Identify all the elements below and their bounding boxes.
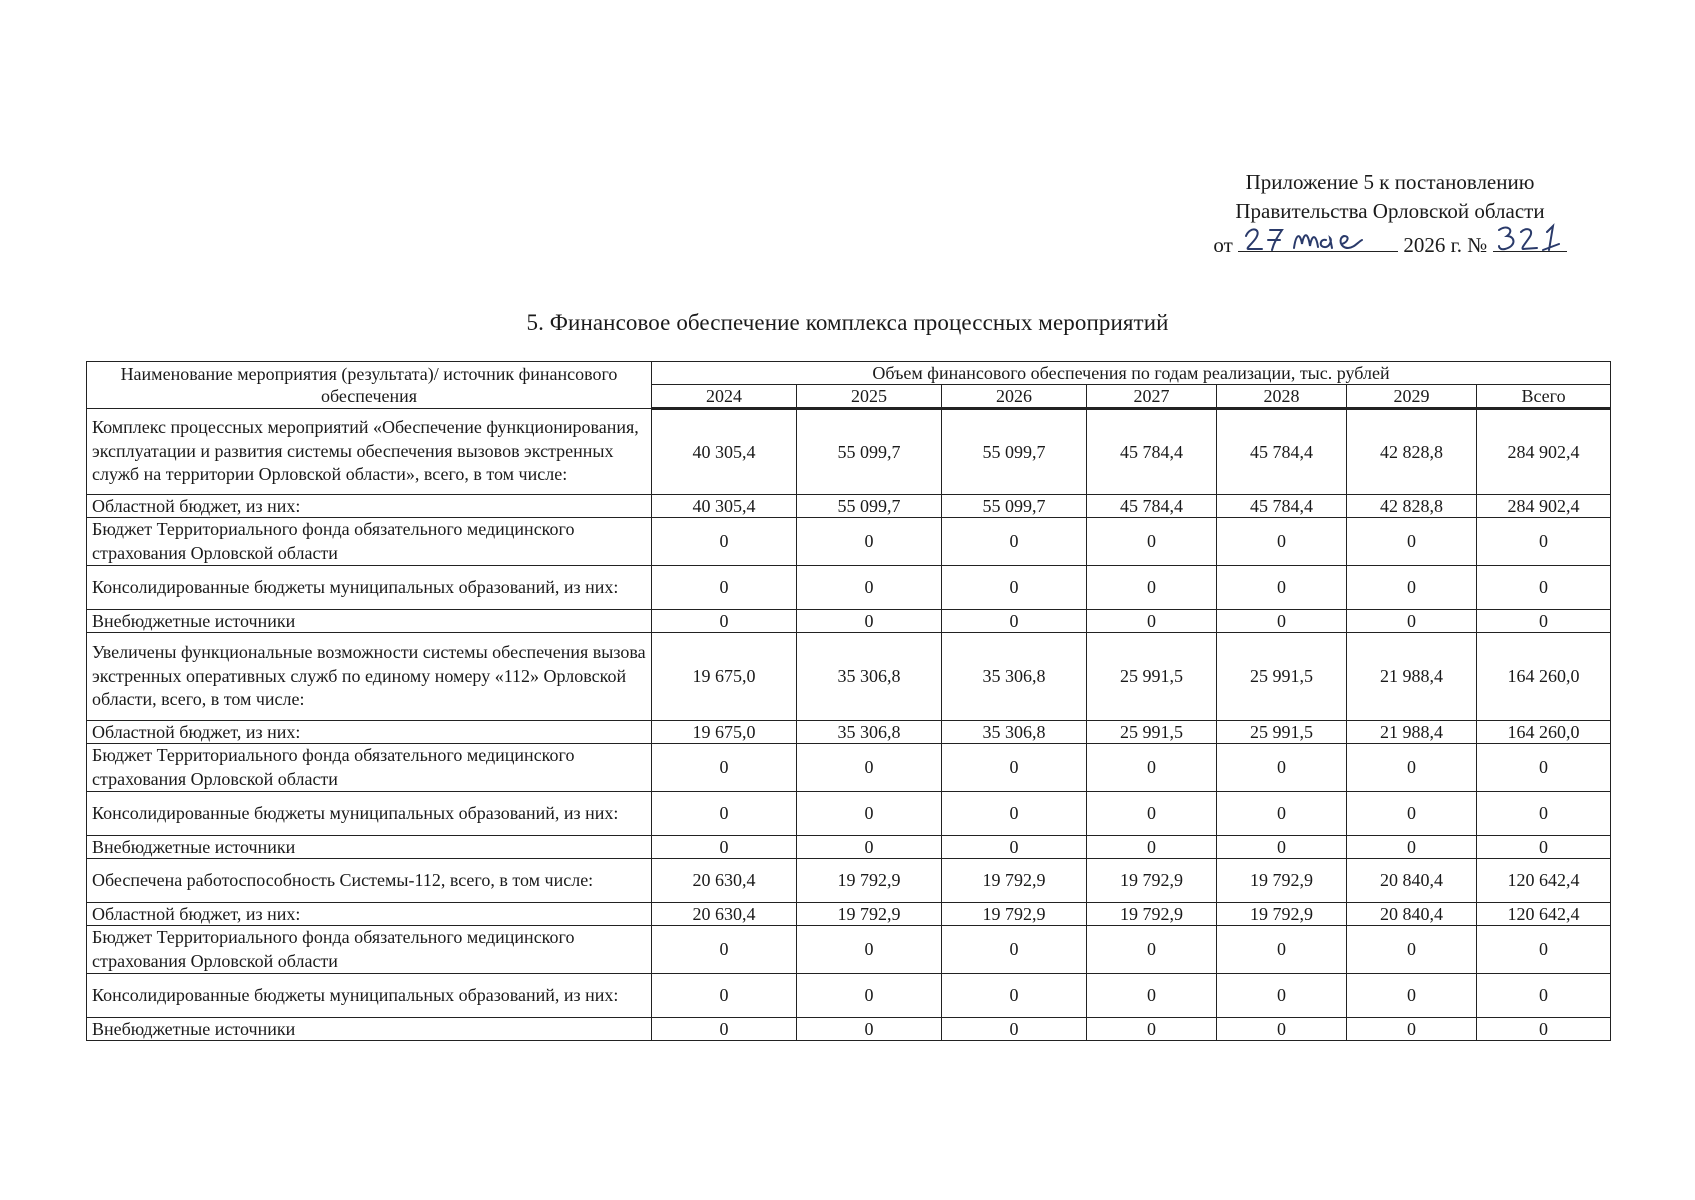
value-cell: 0 <box>942 792 1087 836</box>
year-column-header: 2024 <box>652 385 797 409</box>
row-name-cell: Бюджет Территориального фонда обязательного медицинского страхования Орловской области <box>87 744 652 792</box>
value-cell: 0 <box>1217 836 1347 859</box>
value-cell: 0 <box>1347 926 1477 974</box>
value-cell: 0 <box>797 836 942 859</box>
table-row <box>87 974 1611 1018</box>
handwritten-number <box>1493 226 1567 252</box>
value-cell: 0 <box>1087 974 1217 1018</box>
value-cell: 35 306,8 <box>942 721 1087 744</box>
table-row <box>87 409 1611 495</box>
value-cell: 0 <box>1477 610 1611 633</box>
value-cell: 0 <box>652 566 797 610</box>
value-cell: 0 <box>797 518 942 566</box>
value-cell: 55 099,7 <box>942 409 1087 495</box>
value-cell: 0 <box>797 1018 942 1041</box>
year-column-header: 2026 <box>942 385 1087 409</box>
value-cell: 55 099,7 <box>797 495 942 518</box>
table-row <box>87 566 1611 610</box>
value-cell: 21 988,4 <box>1347 721 1477 744</box>
value-cell: 0 <box>942 566 1087 610</box>
value-cell: 45 784,4 <box>1087 495 1217 518</box>
value-cell: 21 988,4 <box>1347 633 1477 721</box>
value-cell: 40 305,4 <box>652 409 797 495</box>
appendix-line-2: Правительства Орловской области <box>1235 199 1545 223</box>
table-body <box>87 409 1611 1041</box>
value-cell: 0 <box>942 518 1087 566</box>
row-name-cell: Областной бюджет, из них: <box>87 721 652 744</box>
value-cell: 40 305,4 <box>652 495 797 518</box>
value-cell: 0 <box>797 610 942 633</box>
value-cell: 25 991,5 <box>1087 721 1217 744</box>
value-cell: 0 <box>1217 974 1347 1018</box>
value-cell: 35 306,8 <box>942 633 1087 721</box>
table-row <box>87 792 1611 836</box>
value-cell: 0 <box>797 792 942 836</box>
row-name-cell: Областной бюджет, из них: <box>87 903 652 926</box>
table-row <box>87 633 1611 721</box>
value-cell: 0 <box>797 926 942 974</box>
row-name-cell: Консолидированные бюджеты муниципальных образований, из них: <box>87 792 652 836</box>
section-title: 5. Финансовое обеспечение комплекса процессных мероприятий <box>526 310 1169 335</box>
date-prefix: от <box>1213 233 1233 257</box>
year-column-header: 2029 <box>1347 385 1477 409</box>
value-cell: 45 784,4 <box>1087 409 1217 495</box>
value-cell: 0 <box>652 744 797 792</box>
value-cell: 0 <box>1087 610 1217 633</box>
value-cell: 42 828,8 <box>1347 495 1477 518</box>
table-row <box>87 859 1611 903</box>
value-cell: 19 792,9 <box>1217 903 1347 926</box>
value-cell: 0 <box>1477 926 1611 974</box>
value-cell: 0 <box>942 744 1087 792</box>
value-cell: 0 <box>1217 744 1347 792</box>
value-cell: 0 <box>1087 926 1217 974</box>
table-row <box>87 721 1611 744</box>
value-cell: 0 <box>1347 518 1477 566</box>
row-name-cell: Консолидированные бюджеты муниципальных образований, из них: <box>87 566 652 610</box>
value-cell: 0 <box>1087 566 1217 610</box>
value-cell: 19 675,0 <box>652 721 797 744</box>
value-cell: 0 <box>1087 792 1217 836</box>
row-name-cell: Внебюджетные источники <box>87 610 652 633</box>
row-name-cell: Бюджет Территориального фонда обязательного медицинского страхования Орловской области <box>87 518 652 566</box>
value-cell: 0 <box>1217 926 1347 974</box>
value-cell: 0 <box>1087 518 1217 566</box>
value-cell: 0 <box>942 836 1087 859</box>
value-cell: 20 840,4 <box>1347 903 1477 926</box>
value-cell: 0 <box>1477 974 1611 1018</box>
appendix-date-line <box>1180 226 1600 260</box>
value-cell: 20 630,4 <box>652 859 797 903</box>
value-cell: 25 991,5 <box>1217 721 1347 744</box>
year-column-header: 2028 <box>1217 385 1347 409</box>
value-cell: 0 <box>1347 792 1477 836</box>
value-cell: 0 <box>1217 518 1347 566</box>
value-cell: 0 <box>652 610 797 633</box>
value-cell: 0 <box>652 974 797 1018</box>
value-cell: 0 <box>797 974 942 1018</box>
value-cell: 0 <box>942 610 1087 633</box>
value-cell: 0 <box>942 1018 1087 1041</box>
value-cell: 45 784,4 <box>1217 495 1347 518</box>
year-and-number-label: 2026 г. № <box>1403 233 1488 257</box>
value-cell: 0 <box>1347 1018 1477 1041</box>
row-name-cell: Консолидированные бюджеты муниципальных образований, из них: <box>87 974 652 1018</box>
value-cell: 25 991,5 <box>1087 633 1217 721</box>
row-name-cell: Увеличены функциональные возможности системы обеспечения вызова экстренных оперативных служб по единому номеру «112» Орловской области, всего, в том числе: <box>87 633 652 721</box>
table-row <box>87 836 1611 859</box>
value-cell: 284 902,4 <box>1477 409 1611 495</box>
value-cell: 19 675,0 <box>652 633 797 721</box>
value-cell: 0 <box>652 1018 797 1041</box>
value-cell: 0 <box>1477 518 1611 566</box>
value-cell: 0 <box>1087 744 1217 792</box>
value-cell: 25 991,5 <box>1217 633 1347 721</box>
value-cell: 0 <box>942 926 1087 974</box>
value-cell: 0 <box>1217 610 1347 633</box>
value-cell: 55 099,7 <box>797 409 942 495</box>
row-name-cell: Внебюджетные источники <box>87 836 652 859</box>
value-cell: 0 <box>652 518 797 566</box>
value-cell: 0 <box>1347 744 1477 792</box>
year-column-header: 2027 <box>1087 385 1217 409</box>
value-cell: 19 792,9 <box>797 903 942 926</box>
volume-header: Объем финансового обеспечения по годам реализации, тыс. рублей <box>652 362 1611 385</box>
value-cell: 35 306,8 <box>797 721 942 744</box>
value-cell: 0 <box>1477 792 1611 836</box>
value-cell: 19 792,9 <box>942 859 1087 903</box>
table-row <box>87 926 1611 974</box>
value-cell: 19 792,9 <box>1217 859 1347 903</box>
value-cell: 0 <box>1217 566 1347 610</box>
value-cell: 0 <box>1477 744 1611 792</box>
financing-table <box>86 361 1611 1041</box>
value-cell: 120 642,4 <box>1477 859 1611 903</box>
value-cell: 20 840,4 <box>1347 859 1477 903</box>
value-cell: 0 <box>1087 1018 1217 1041</box>
row-name-cell: Бюджет Территориального фонда обязательного медицинского страхования Орловской области <box>87 926 652 974</box>
value-cell: 0 <box>797 566 942 610</box>
value-cell: 0 <box>1347 974 1477 1018</box>
handwritten-number-signature <box>1493 222 1567 256</box>
value-cell: 164 260,0 <box>1477 721 1611 744</box>
value-cell: 120 642,4 <box>1477 903 1611 926</box>
value-cell: 164 260,0 <box>1477 633 1611 721</box>
value-cell: 0 <box>1217 1018 1347 1041</box>
row-name-cell: Областной бюджет, из них: <box>87 495 652 518</box>
value-cell: 45 784,4 <box>1217 409 1347 495</box>
value-cell: 284 902,4 <box>1477 495 1611 518</box>
value-cell: 42 828,8 <box>1347 409 1477 495</box>
value-cell: 19 792,9 <box>942 903 1087 926</box>
table-row <box>87 1018 1611 1041</box>
name-column-header: Наименование мероприятия (результата)/ источник финансового обеспечения <box>87 362 652 409</box>
appendix-header <box>1180 168 1600 260</box>
value-cell: 0 <box>652 926 797 974</box>
table-row <box>87 495 1611 518</box>
value-cell: 0 <box>1347 566 1477 610</box>
value-cell: 19 792,9 <box>1087 859 1217 903</box>
value-cell: 0 <box>1087 836 1217 859</box>
row-name-cell: Внебюджетные источники <box>87 1018 652 1041</box>
value-cell: 55 099,7 <box>942 495 1087 518</box>
value-cell: 0 <box>1217 792 1347 836</box>
appendix-line-1: Приложение 5 к постановлению <box>1245 170 1535 194</box>
value-cell: 0 <box>652 836 797 859</box>
value-cell: 0 <box>1477 1018 1611 1041</box>
table-row <box>87 903 1611 926</box>
value-cell: 19 792,9 <box>1087 903 1217 926</box>
handwritten-date-signature <box>1238 222 1398 256</box>
handwritten-date <box>1238 226 1398 252</box>
year-column-header: Всего <box>1477 385 1611 409</box>
value-cell: 0 <box>1347 836 1477 859</box>
value-cell: 20 630,4 <box>652 903 797 926</box>
table-row <box>87 744 1611 792</box>
table-row <box>87 610 1611 633</box>
value-cell: 19 792,9 <box>797 859 942 903</box>
year-column-header: 2025 <box>797 385 942 409</box>
value-cell: 0 <box>1347 610 1477 633</box>
value-cell: 0 <box>797 744 942 792</box>
value-cell: 0 <box>652 792 797 836</box>
financing-table-container <box>86 361 1610 1041</box>
value-cell: 0 <box>942 974 1087 1018</box>
value-cell: 35 306,8 <box>797 633 942 721</box>
row-name-cell: Комплекс процессных мероприятий «Обеспечение функционирования, эксплуатации и развития системы обеспечения вызовов экстренных служб на территории Орловской области», всего, в том числе: <box>87 409 652 495</box>
value-cell: 0 <box>1477 566 1611 610</box>
row-name-cell: Обеспечена работоспособность Системы-112, всего, в том числе: <box>87 859 652 903</box>
table-row <box>87 518 1611 566</box>
value-cell: 0 <box>1477 836 1611 859</box>
